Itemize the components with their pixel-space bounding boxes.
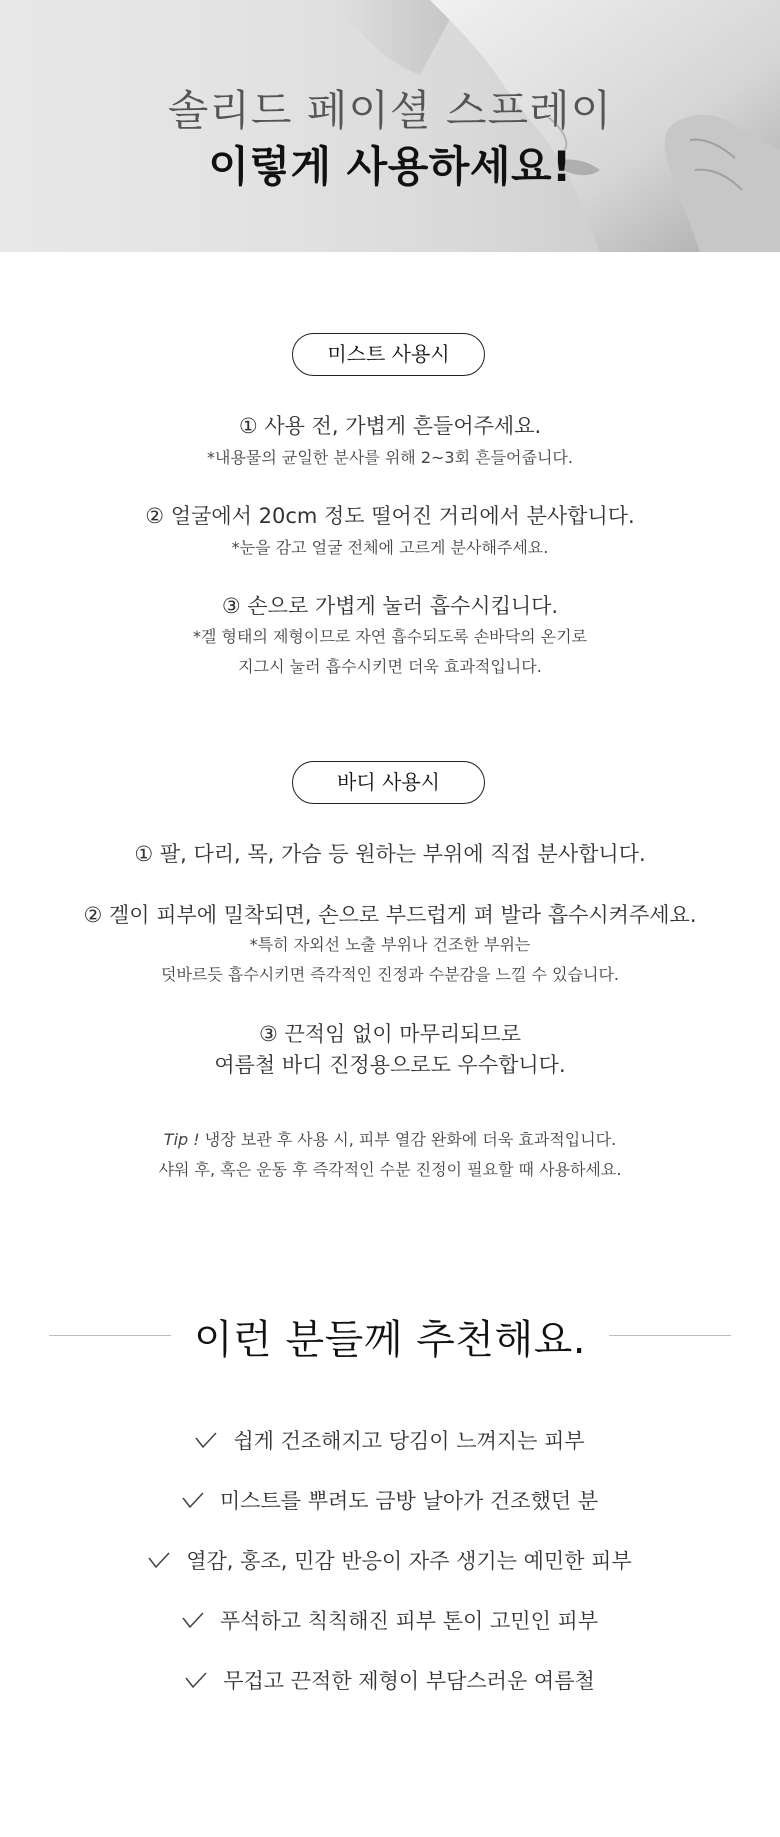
mist-step-2: ② 얼굴에서 20cm 정도 떨어진 거리에서 분사합니다. — [145, 504, 635, 528]
recommend-item-2 — [0, 1485, 780, 1515]
recommend-item-4-text: 푸석하고 칙칙해진 피부 톤이 고민인 피부 — [219, 1609, 599, 1633]
recommend-item-1 — [0, 1425, 780, 1455]
body-usage-header: 바디 사용시 — [292, 761, 485, 804]
mist-step-1-note: *내용물의 균일한 분사를 위해 2~3회 흔들어줍니다. — [207, 448, 573, 467]
tip-text-1: 냉장 보관 후 사용 시, 피부 열감 완화에 더욱 효과적입니다. — [199, 1130, 617, 1149]
recommend-item-1-text: 쉽게 건조해지고 당김이 느껴지는 피부 — [233, 1429, 585, 1453]
recommend-item-5-text: 무겁고 끈적한 제형이 부담스러운 여름철 — [223, 1669, 595, 1693]
recommend-title: 이런 분들께 추천해요. — [194, 1317, 586, 1363]
mist-step-2-note: *눈을 감고 얼굴 전체에 고르게 분사해주세요. — [231, 538, 549, 557]
body-step-2: ② 겔이 피부에 밀착되면, 손으로 부드럽게 펴 발라 흡수시켜주세요. — [83, 903, 697, 927]
divider-right — [609, 1335, 731, 1336]
mist-step-3-note-2: 지그시 눌러 흡수시키면 더욱 효과적입니다. — [238, 657, 542, 676]
hero-title-line1: 솔리드 페이셜 스프레이 — [167, 86, 613, 135]
tip-line-1 — [0, 1127, 780, 1150]
hero-banner — [0, 0, 780, 252]
recommend-item-4 — [0, 1605, 780, 1635]
body-step-3-line-1: ③ 끈적임 없이 마무리되므로 — [259, 1022, 521, 1046]
body-step-3-line-2: 여름철 바디 진정용으로도 우수합니다. — [214, 1053, 566, 1077]
body-step-2-note-2: 덧바르듯 흡수시키면 즉각적인 진정과 수분감을 느낄 수 있습니다. — [160, 965, 619, 984]
check-icon — [195, 1432, 217, 1448]
mist-step-3-note-1: *겔 형태의 제형이므로 자연 흡수되도록 손바닥의 온기로 — [192, 627, 587, 646]
check-icon — [182, 1492, 204, 1508]
check-icon — [182, 1612, 204, 1628]
recommend-item-2-text: 미스트를 뿌려도 금방 날아가 건조했던 분 — [219, 1489, 599, 1513]
body-step-2-note-1: *특히 자외선 노출 부위나 건조한 부위는 — [249, 935, 531, 954]
hero-title-line2: 이렇게 사용하세요! — [208, 142, 572, 191]
tip-label: Tip ! — [163, 1130, 200, 1149]
check-icon — [148, 1552, 170, 1568]
body-step-1: ① 팔, 다리, 목, 가슴 등 원하는 부위에 직접 분사합니다. — [134, 842, 646, 866]
recommend-item-3-text: 열감, 홍조, 민감 반응이 자주 생기는 예민한 피부 — [186, 1549, 632, 1573]
recommend-item-5 — [0, 1665, 780, 1695]
tip-line-2: 샤워 후, 혹은 운동 후 즉각적인 수분 진정이 필요할 때 사용하세요. — [158, 1160, 622, 1179]
mist-usage-header: 미스트 사용시 — [292, 333, 485, 376]
check-icon — [185, 1672, 207, 1688]
recommend-item-3 — [0, 1545, 780, 1575]
mist-step-1: ① 사용 전, 가볍게 흔들어주세요. — [238, 414, 542, 438]
mist-step-3: ③ 손으로 가볍게 눌러 흡수시킵니다. — [221, 594, 559, 618]
